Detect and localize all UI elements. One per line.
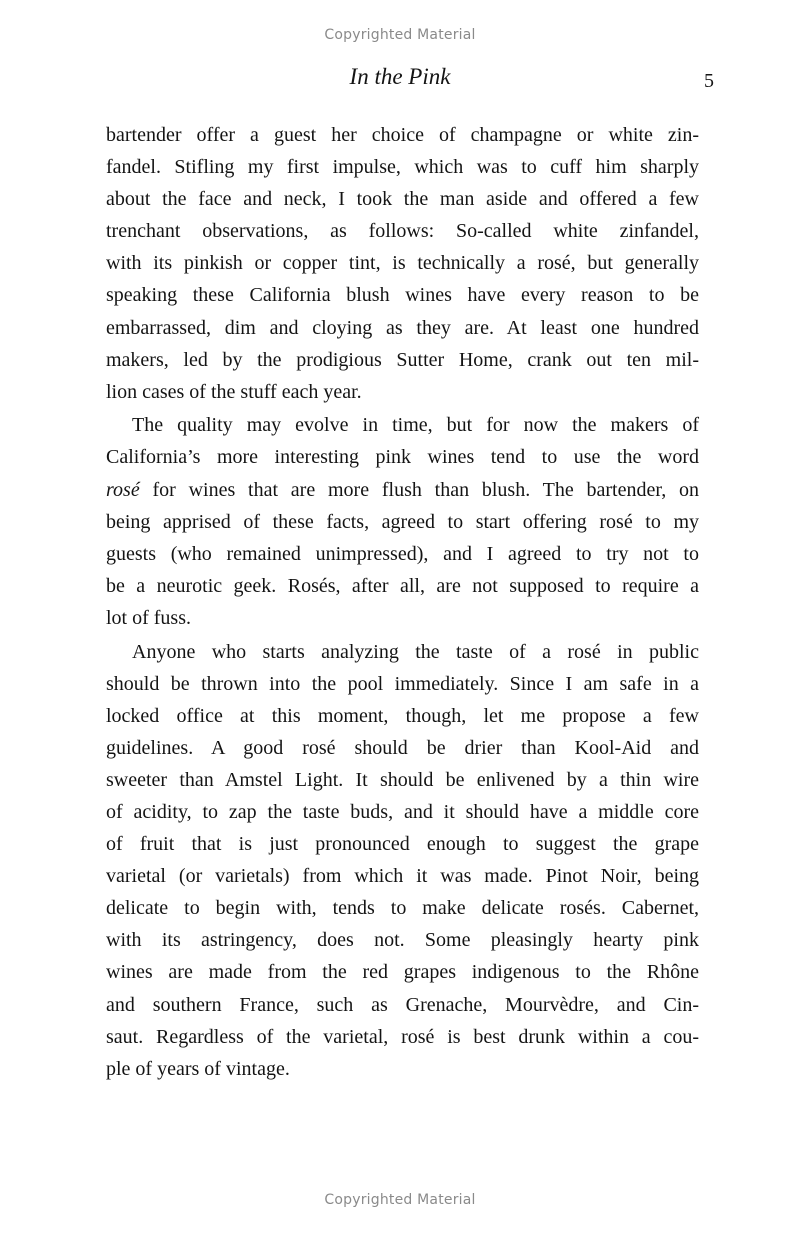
body-text <box>106 119 699 1085</box>
text-line: of fruit that is just pronounced enough to suggest the grape <box>106 833 699 856</box>
text-line: with its astringency, does not. Some pleasingly hearty pink <box>106 929 699 952</box>
copyright-watermark-top: Copyrighted Material <box>324 27 476 43</box>
text-line: being apprised of these facts, agreed to start offering rosé to my <box>106 510 699 533</box>
text-line: embarrassed, dim and cloying as they are. At least one hundred <box>106 316 699 339</box>
page-number: 5 <box>704 70 714 92</box>
text-line: and southern France, such as Grenache, Mourvèdre, and Cin- <box>106 993 699 1016</box>
text-line: trenchant observations, as follows: So-called white zinfandel, <box>106 220 699 243</box>
text-line: lion cases of the stuff each year. <box>106 380 362 403</box>
running-head-title: In the Pink <box>349 64 451 89</box>
text-line: Anyone who starts analyzing the taste of a rosé in public <box>132 640 699 663</box>
paragraph-1 <box>106 119 699 408</box>
text-line: be a neurotic geek. Rosés, after all, are not supposed to require a <box>106 574 699 597</box>
text-line: sweeter than Amstel Light. It should be enlivened by a thin wire <box>106 768 699 791</box>
paragraph-2 <box>106 409 699 634</box>
text-line: ple of years of vintage. <box>106 1057 290 1080</box>
text-line: makers, led by the prodigious Sutter Home, crank out ten mil- <box>106 348 699 371</box>
text-line: guests (who remained unimpressed), and I agreed to try not to <box>106 542 699 565</box>
text-line: fandel. Stifling my first impulse, which was to cuff him sharply <box>106 156 699 179</box>
text-line-rest: for wines that are more flush than blush. The bartender, on <box>152 478 699 501</box>
copyright-watermark-bottom: Copyrighted Material <box>324 1192 476 1208</box>
text-line: varietal (or varietals) from which it was made. Pinot Noir, being <box>106 865 699 888</box>
text-line: guidelines. A good rosé should be drier than Kool-Aid and <box>106 736 699 759</box>
text-line-with-italic <box>106 474 699 506</box>
text-line: The quality may evolve in time, but for now the makers of <box>132 414 699 437</box>
text-line: delicate to begin with, tends to make delicate rosés. Cabernet, <box>106 897 699 920</box>
text-line: saut. Regardless of the varietal, rosé is best drunk within a cou- <box>106 1025 699 1048</box>
text-line: locked office at this moment, though, let me propose a few <box>106 704 699 727</box>
text-line: speaking these California blush wines have every reason to be <box>106 284 699 307</box>
text-line: of acidity, to zap the taste buds, and it should have a middle core <box>106 800 699 823</box>
text-line: should be thrown into the pool immediately. Since I am safe in a <box>106 672 699 695</box>
italic-word: rosé <box>106 478 140 501</box>
text-line: lot of fuss. <box>106 606 191 629</box>
text-line: with its pinkish or copper tint, is technically a rosé, but generally <box>106 252 699 275</box>
text-line: about the face and neck, I took the man aside and offered a few <box>106 188 699 211</box>
paragraph-3 <box>106 636 699 1085</box>
text-line: bartender offer a guest her choice of champagne or white zin- <box>106 124 699 146</box>
text-line: California’s more interesting pink wines tend to use the word <box>106 446 699 469</box>
text-line: wines are made from the red grapes indigenous to the Rhône <box>106 961 699 984</box>
